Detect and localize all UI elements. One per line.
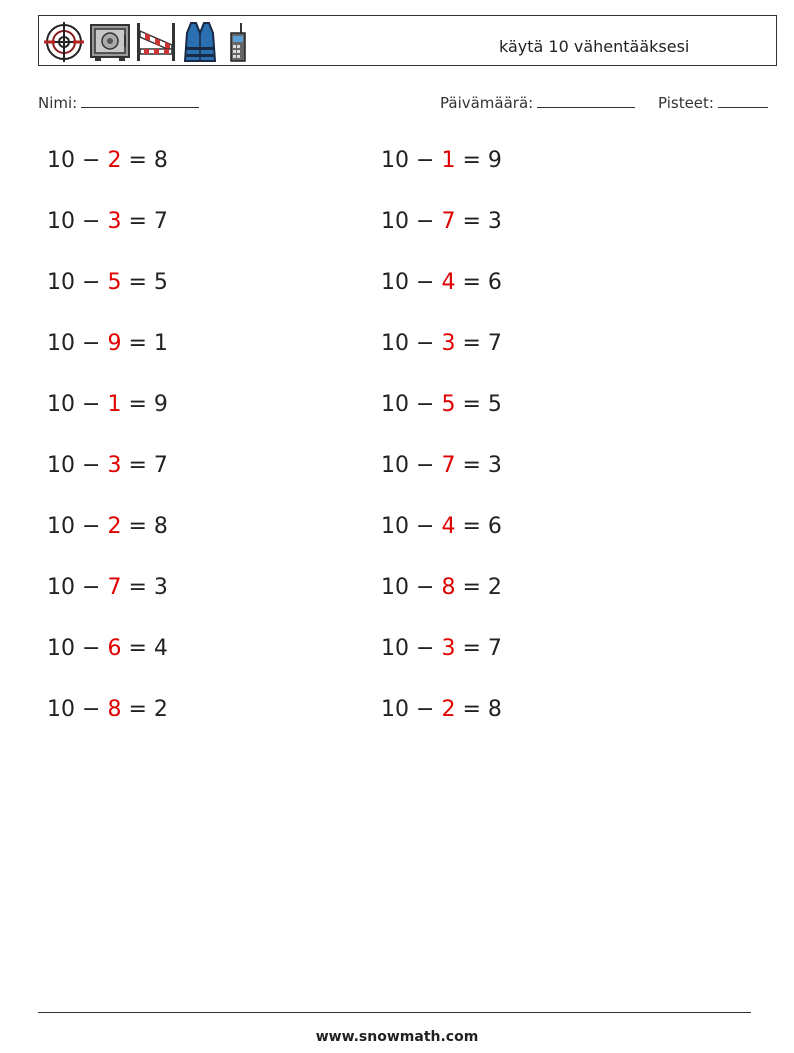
difference: 5 [153, 270, 168, 295]
subtrahend: 3 [107, 209, 122, 234]
minuend: 10 [47, 209, 75, 234]
difference: 4 [153, 636, 168, 661]
problem-left-10 [47, 697, 168, 722]
safe-icon [89, 21, 131, 63]
minus-sign: − [82, 636, 101, 661]
problem-left-7 [47, 514, 168, 539]
minuend: 10 [381, 636, 409, 661]
problem-right-8 [381, 575, 502, 600]
minuend: 10 [47, 148, 75, 173]
minuend: 10 [381, 575, 409, 600]
name-blank[interactable] [81, 93, 199, 108]
minus-sign: − [416, 209, 435, 234]
difference: 7 [153, 453, 168, 478]
footer-url: www.snowmath.com [315, 1029, 479, 1045]
difference: 8 [153, 514, 168, 539]
equals-sign: = [462, 575, 481, 600]
minus-sign: − [416, 697, 435, 722]
problem-right-4 [381, 331, 502, 356]
minuend: 10 [47, 636, 75, 661]
minuend: 10 [381, 209, 409, 234]
subtrahend: 8 [107, 697, 122, 722]
header-icons [43, 19, 253, 64]
minuend: 10 [47, 392, 75, 417]
minus-sign: − [82, 575, 101, 600]
minuend: 10 [381, 270, 409, 295]
minus-sign: − [82, 392, 101, 417]
minuend: 10 [381, 148, 409, 173]
minuend: 10 [381, 697, 409, 722]
equals-sign: = [462, 331, 481, 356]
subtrahend: 6 [107, 636, 122, 661]
difference: 7 [487, 636, 502, 661]
difference: 9 [153, 392, 168, 417]
minuend: 10 [381, 392, 409, 417]
problem-right-5 [381, 392, 502, 417]
problem-left-5 [47, 392, 168, 417]
subtrahend: 2 [107, 514, 122, 539]
minus-sign: − [416, 148, 435, 173]
minuend: 10 [47, 697, 75, 722]
radio-icon [223, 21, 253, 63]
crosshair-icon [43, 21, 85, 63]
equals-sign: = [128, 636, 147, 661]
equals-sign: = [128, 392, 147, 417]
subtrahend: 2 [107, 148, 122, 173]
minus-sign: − [82, 331, 101, 356]
subtrahend: 7 [441, 209, 456, 234]
equals-sign: = [462, 392, 481, 417]
vest-icon [181, 21, 219, 63]
barrier-icon [135, 21, 177, 63]
subtrahend: 5 [107, 270, 122, 295]
minuend: 10 [381, 453, 409, 478]
equals-sign: = [128, 331, 147, 356]
minus-sign: − [82, 514, 101, 539]
equals-sign: = [462, 209, 481, 234]
equals-sign: = [128, 209, 147, 234]
subtrahend: 8 [441, 575, 456, 600]
minus-sign: − [82, 148, 101, 173]
problem-left-3 [47, 270, 168, 295]
score-field [658, 93, 768, 112]
problem-right-7 [381, 514, 502, 539]
worksheet-header [38, 15, 777, 66]
minus-sign: − [416, 392, 435, 417]
worksheet-title: käytä 10 vähentääksesi [499, 37, 690, 56]
equals-sign: = [128, 575, 147, 600]
problem-left-1 [47, 148, 168, 173]
problem-right-3 [381, 270, 502, 295]
minuend: 10 [47, 575, 75, 600]
subtrahend: 1 [441, 148, 456, 173]
footer-divider [38, 1012, 751, 1013]
minus-sign: − [416, 331, 435, 356]
score-label: Pisteet: [658, 94, 714, 112]
difference: 9 [487, 148, 502, 173]
minus-sign: − [82, 697, 101, 722]
equals-sign: = [128, 453, 147, 478]
difference: 7 [153, 209, 168, 234]
subtrahend: 1 [107, 392, 122, 417]
difference: 3 [487, 453, 502, 478]
difference: 2 [153, 697, 168, 722]
equals-sign: = [128, 148, 147, 173]
equals-sign: = [462, 453, 481, 478]
difference: 6 [487, 514, 502, 539]
minuend: 10 [381, 331, 409, 356]
equals-sign: = [462, 270, 481, 295]
problem-right-10 [381, 697, 502, 722]
subtrahend: 9 [107, 331, 122, 356]
problem-right-9 [381, 636, 502, 661]
subtrahend: 3 [107, 453, 122, 478]
difference: 1 [153, 331, 168, 356]
problem-left-8 [47, 575, 168, 600]
subtrahend: 4 [441, 270, 456, 295]
subtrahend: 7 [441, 453, 456, 478]
subtrahend: 4 [441, 514, 456, 539]
problem-right-1 [381, 148, 502, 173]
equals-sign: = [128, 514, 147, 539]
equals-sign: = [462, 148, 481, 173]
problem-left-4 [47, 331, 168, 356]
problem-left-9 [47, 636, 168, 661]
equals-sign: = [462, 514, 481, 539]
minuend: 10 [47, 514, 75, 539]
subtrahend: 7 [107, 575, 122, 600]
subtrahend: 3 [441, 636, 456, 661]
date-label: Päivämäärä: [440, 94, 534, 112]
difference: 5 [487, 392, 502, 417]
minuend: 10 [47, 270, 75, 295]
date-blank[interactable] [537, 93, 635, 108]
minus-sign: − [82, 453, 101, 478]
minuend: 10 [47, 453, 75, 478]
difference: 7 [487, 331, 502, 356]
minus-sign: − [416, 270, 435, 295]
equals-sign: = [462, 697, 481, 722]
date-field [440, 93, 635, 112]
minus-sign: − [82, 270, 101, 295]
name-label: Nimi: [38, 94, 78, 112]
minus-sign: − [416, 514, 435, 539]
problem-left-2 [47, 209, 168, 234]
difference: 8 [487, 697, 502, 722]
problem-left-6 [47, 453, 168, 478]
subtrahend: 5 [441, 392, 456, 417]
equals-sign: = [128, 270, 147, 295]
subtrahend: 2 [441, 697, 456, 722]
score-blank[interactable] [718, 93, 768, 108]
difference: 6 [487, 270, 502, 295]
problem-right-6 [381, 453, 502, 478]
minus-sign: − [416, 636, 435, 661]
subtrahend: 3 [441, 331, 456, 356]
minus-sign: − [416, 575, 435, 600]
difference: 2 [487, 575, 502, 600]
difference: 3 [153, 575, 168, 600]
difference: 8 [153, 148, 168, 173]
minus-sign: − [82, 209, 101, 234]
minus-sign: − [416, 453, 435, 478]
minuend: 10 [47, 331, 75, 356]
problem-right-2 [381, 209, 502, 234]
equals-sign: = [462, 636, 481, 661]
equals-sign: = [128, 697, 147, 722]
name-field [38, 93, 199, 112]
minuend: 10 [381, 514, 409, 539]
difference: 3 [487, 209, 502, 234]
